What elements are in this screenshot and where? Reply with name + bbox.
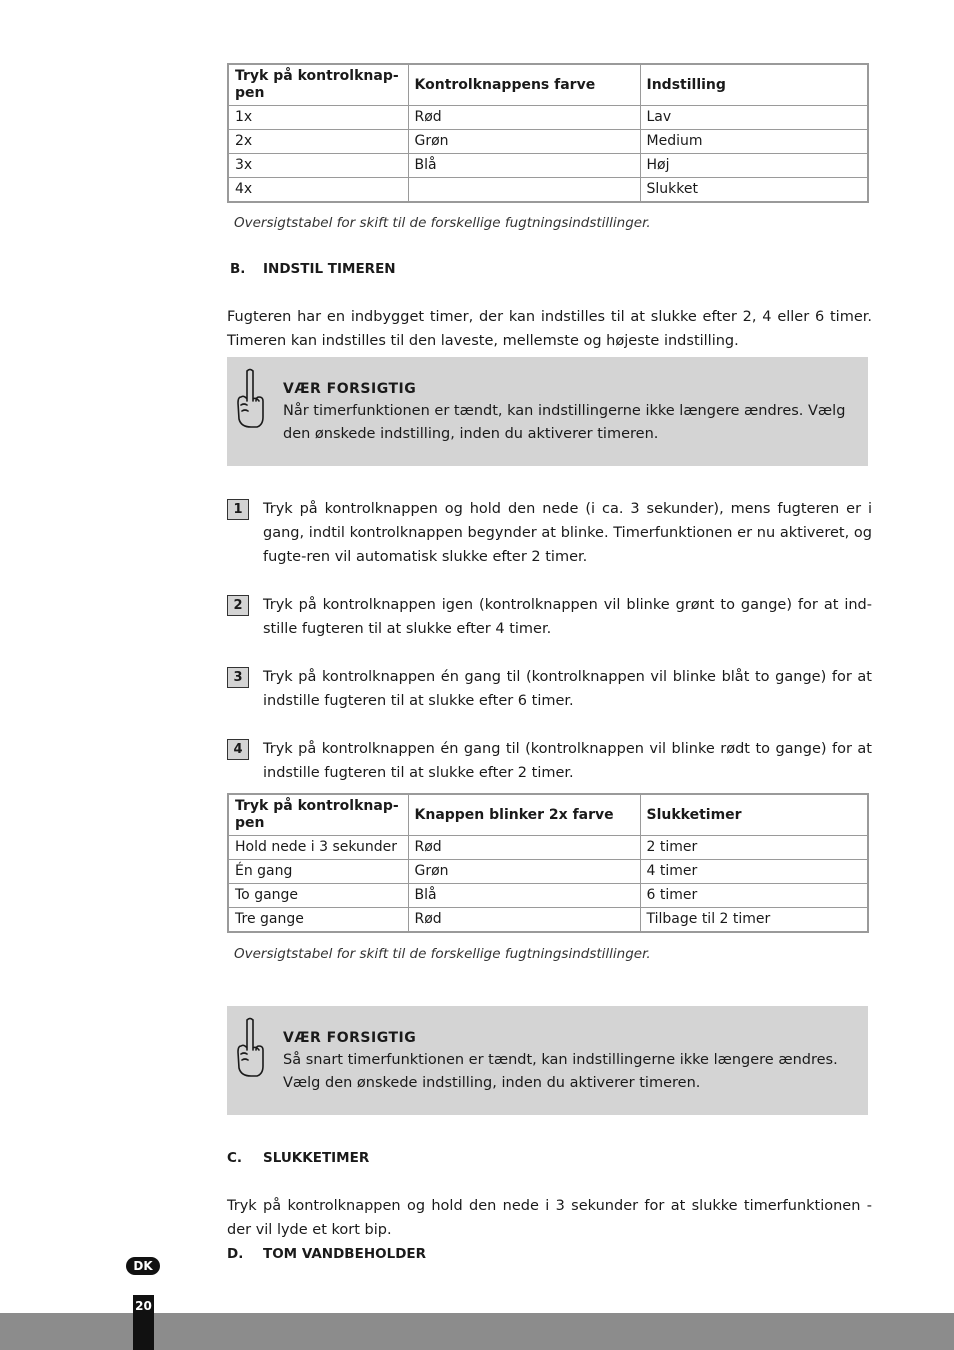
section-letter: C. xyxy=(227,1150,243,1166)
step-number: 4 xyxy=(227,739,249,760)
table-row xyxy=(228,130,868,154)
table-header-cell: Kontrolknappens farve xyxy=(408,64,640,106)
section-c-paragraph: Tryk på kontrolknappen og hold den nede i 3 sekunder for at slukke timerfunktionen - der vil lyde et kort bip. xyxy=(227,1198,872,1238)
table-row xyxy=(228,106,868,130)
table-caption: Oversigtstabel for skift til de forskellige fugtningsindstillinger. xyxy=(234,946,651,962)
table-cell: Blå xyxy=(408,154,640,178)
section-heading xyxy=(227,1246,426,1262)
table-cell xyxy=(408,178,640,203)
table-cell: Tre gange xyxy=(228,908,408,933)
table-cell: 6 timer xyxy=(640,884,868,908)
table-row xyxy=(228,860,868,884)
table-header-cell: Tryk på kontrolknap-pen xyxy=(228,64,408,106)
table-cell: Tilbage til 2 timer xyxy=(640,908,868,933)
table-header-cell: Indstilling xyxy=(640,64,868,106)
section-heading xyxy=(227,1150,369,1166)
table-caption: Oversigtstabel for skift til de forskellige fugtningsindstillinger. xyxy=(234,215,651,231)
table-cell: Grøn xyxy=(408,130,640,154)
section-letter: B. xyxy=(230,261,246,277)
table-cell: Hold nede i 3 sekunder xyxy=(228,836,408,860)
table-header-cell: Slukketimer xyxy=(640,794,868,836)
step-item xyxy=(227,593,872,641)
step-item xyxy=(227,737,872,785)
timer-table xyxy=(227,793,869,933)
table-row xyxy=(228,908,868,933)
table-header-cell: Tryk på kontrolknap-pen xyxy=(228,794,408,836)
pointing-hand-icon xyxy=(233,367,267,429)
warning-title: VÆR FORSIGTIG xyxy=(283,1030,417,1046)
table-header-cell: Knappen blinker 2x farve xyxy=(408,794,640,836)
table-header-row xyxy=(228,64,868,106)
section-heading xyxy=(230,261,396,277)
table-cell: Blå xyxy=(408,884,640,908)
warning-box xyxy=(227,1006,868,1115)
table-cell: 1x xyxy=(228,106,408,130)
table-cell: Én gang xyxy=(228,860,408,884)
table-row xyxy=(228,154,868,178)
table-row xyxy=(228,836,868,860)
table-row xyxy=(228,178,868,203)
table-cell: To gange xyxy=(228,884,408,908)
table-row xyxy=(228,884,868,908)
page-number: 20 xyxy=(133,1295,154,1350)
language-badge: DK xyxy=(126,1257,160,1275)
pointing-hand-icon xyxy=(233,1016,267,1078)
table-cell: Rød xyxy=(408,836,640,860)
step-text: Tryk på kontrolknappen én gang til (kontrolknappen vil blinke rødt to gange) for at indstille fugteren til at slukke efter 2 timer. xyxy=(263,741,872,781)
table-cell: Rød xyxy=(408,908,640,933)
table-cell: 4x xyxy=(228,178,408,203)
intro-paragraph: Fugteren har en indbygget timer, der kan indstilles til at slukke efter 2, 4 eller 6 timer. Timeren kan indstilles til den laveste, mellemste og højeste indstilling. xyxy=(227,309,872,349)
table-cell: Slukket xyxy=(640,178,868,203)
warning-box xyxy=(227,357,868,466)
warning-title: VÆR FORSIGTIG xyxy=(283,381,417,397)
section-letter: D. xyxy=(227,1246,244,1262)
table-cell: Medium xyxy=(640,130,868,154)
warning-text: Når timerfunktionen er tændt, kan indstillingerne ikke længere ændres. Vælg den ønskede indstilling, inden du aktiverer timeren. xyxy=(283,403,846,442)
step-number: 2 xyxy=(227,595,249,616)
table-cell: 2x xyxy=(228,130,408,154)
settings-table xyxy=(227,63,869,203)
table-header-row xyxy=(228,794,868,836)
table-cell: Rød xyxy=(408,106,640,130)
table-cell: 2 timer xyxy=(640,836,868,860)
table-cell: 4 timer xyxy=(640,860,868,884)
step-text: Tryk på kontrolknappen én gang til (kontrolknappen vil blinke blåt to gange) for at indstille fugteren til at slukke efter 6 timer. xyxy=(263,669,872,709)
warning-text: Så snart timerfunktionen er tændt, kan indstillingerne ikke længere ændres. Vælg den ønskede indstilling, inden du aktiverer timeren. xyxy=(283,1052,838,1091)
step-number: 1 xyxy=(227,499,249,520)
step-number: 3 xyxy=(227,667,249,688)
step-text: Tryk på kontrolknappen og hold den nede (i ca. 3 sekunder), mens fugteren er i gang, indtil kontrolknappen begynder at blinke. Timerfunktionen er nu aktiveret, og fugte-ren vil automatisk slukke efter 2 timer. xyxy=(263,501,872,565)
table-cell: Grøn xyxy=(408,860,640,884)
step-item xyxy=(227,497,872,569)
table-cell: Lav xyxy=(640,106,868,130)
section-title: SLUKKETIMER xyxy=(263,1150,370,1166)
section-title: INDSTIL TIMEREN xyxy=(263,261,396,277)
step-item xyxy=(227,665,872,713)
step-text: Tryk på kontrolknappen igen (kontrolknappen vil blinke grønt to gange) for at ind-stille fugteren til at slukke efter 4 timer. xyxy=(263,597,872,637)
section-title: TOM VANDBEHOLDER xyxy=(263,1246,427,1262)
table-cell: 3x xyxy=(228,154,408,178)
table-cell: Høj xyxy=(640,154,868,178)
